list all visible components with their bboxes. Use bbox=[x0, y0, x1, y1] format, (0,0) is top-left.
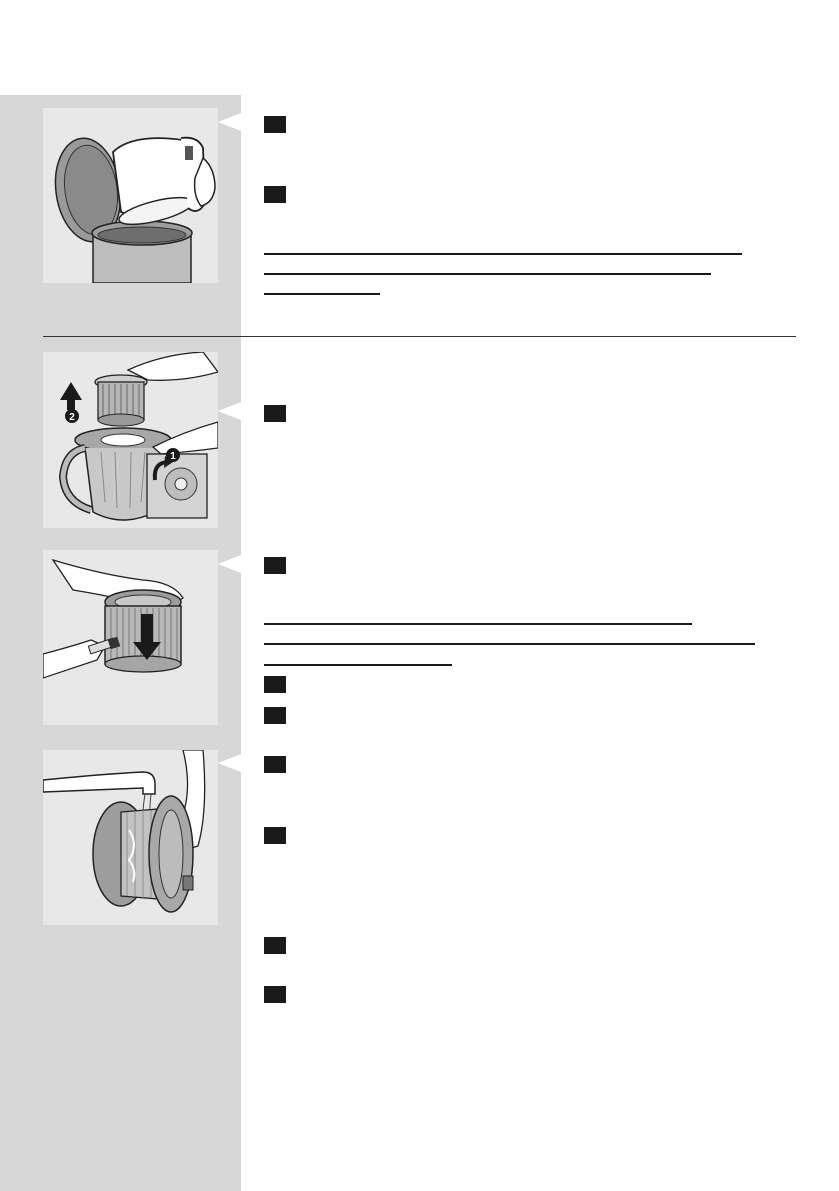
step-marker bbox=[264, 707, 286, 724]
underlined-text-line bbox=[264, 643, 755, 645]
dustbin-emptying-drawing bbox=[43, 108, 218, 283]
filter-brushing-illustration bbox=[43, 550, 218, 725]
figure-pointer bbox=[218, 555, 241, 573]
callout-one-label: 1 bbox=[170, 451, 176, 462]
underlined-text-line bbox=[264, 293, 380, 295]
filter-removal-illustration bbox=[43, 352, 218, 528]
underlined-text-line bbox=[264, 623, 692, 625]
callout-two-label: 2 bbox=[69, 412, 75, 423]
dustbin-emptying-illustration bbox=[43, 108, 218, 283]
filter-removal-drawing bbox=[43, 352, 218, 528]
figure-pointer bbox=[218, 402, 241, 420]
section-divider bbox=[43, 336, 796, 337]
figure-pointer bbox=[218, 113, 241, 131]
underlined-text-line bbox=[264, 664, 452, 666]
step-marker bbox=[264, 116, 286, 133]
underlined-text-line bbox=[264, 253, 742, 255]
step-marker bbox=[264, 756, 286, 773]
step-marker bbox=[264, 827, 286, 844]
filter-rinsing-illustration bbox=[43, 750, 218, 925]
filter-rinsing-drawing bbox=[43, 750, 218, 925]
step-marker bbox=[264, 557, 286, 574]
step-marker bbox=[264, 186, 286, 203]
figure-pointer bbox=[218, 754, 241, 772]
step-marker bbox=[264, 937, 286, 954]
step-marker bbox=[264, 986, 286, 1003]
filter-brushing-drawing bbox=[43, 550, 218, 725]
step-marker bbox=[264, 676, 286, 693]
step-marker bbox=[264, 405, 286, 422]
underlined-text-line bbox=[264, 273, 711, 275]
